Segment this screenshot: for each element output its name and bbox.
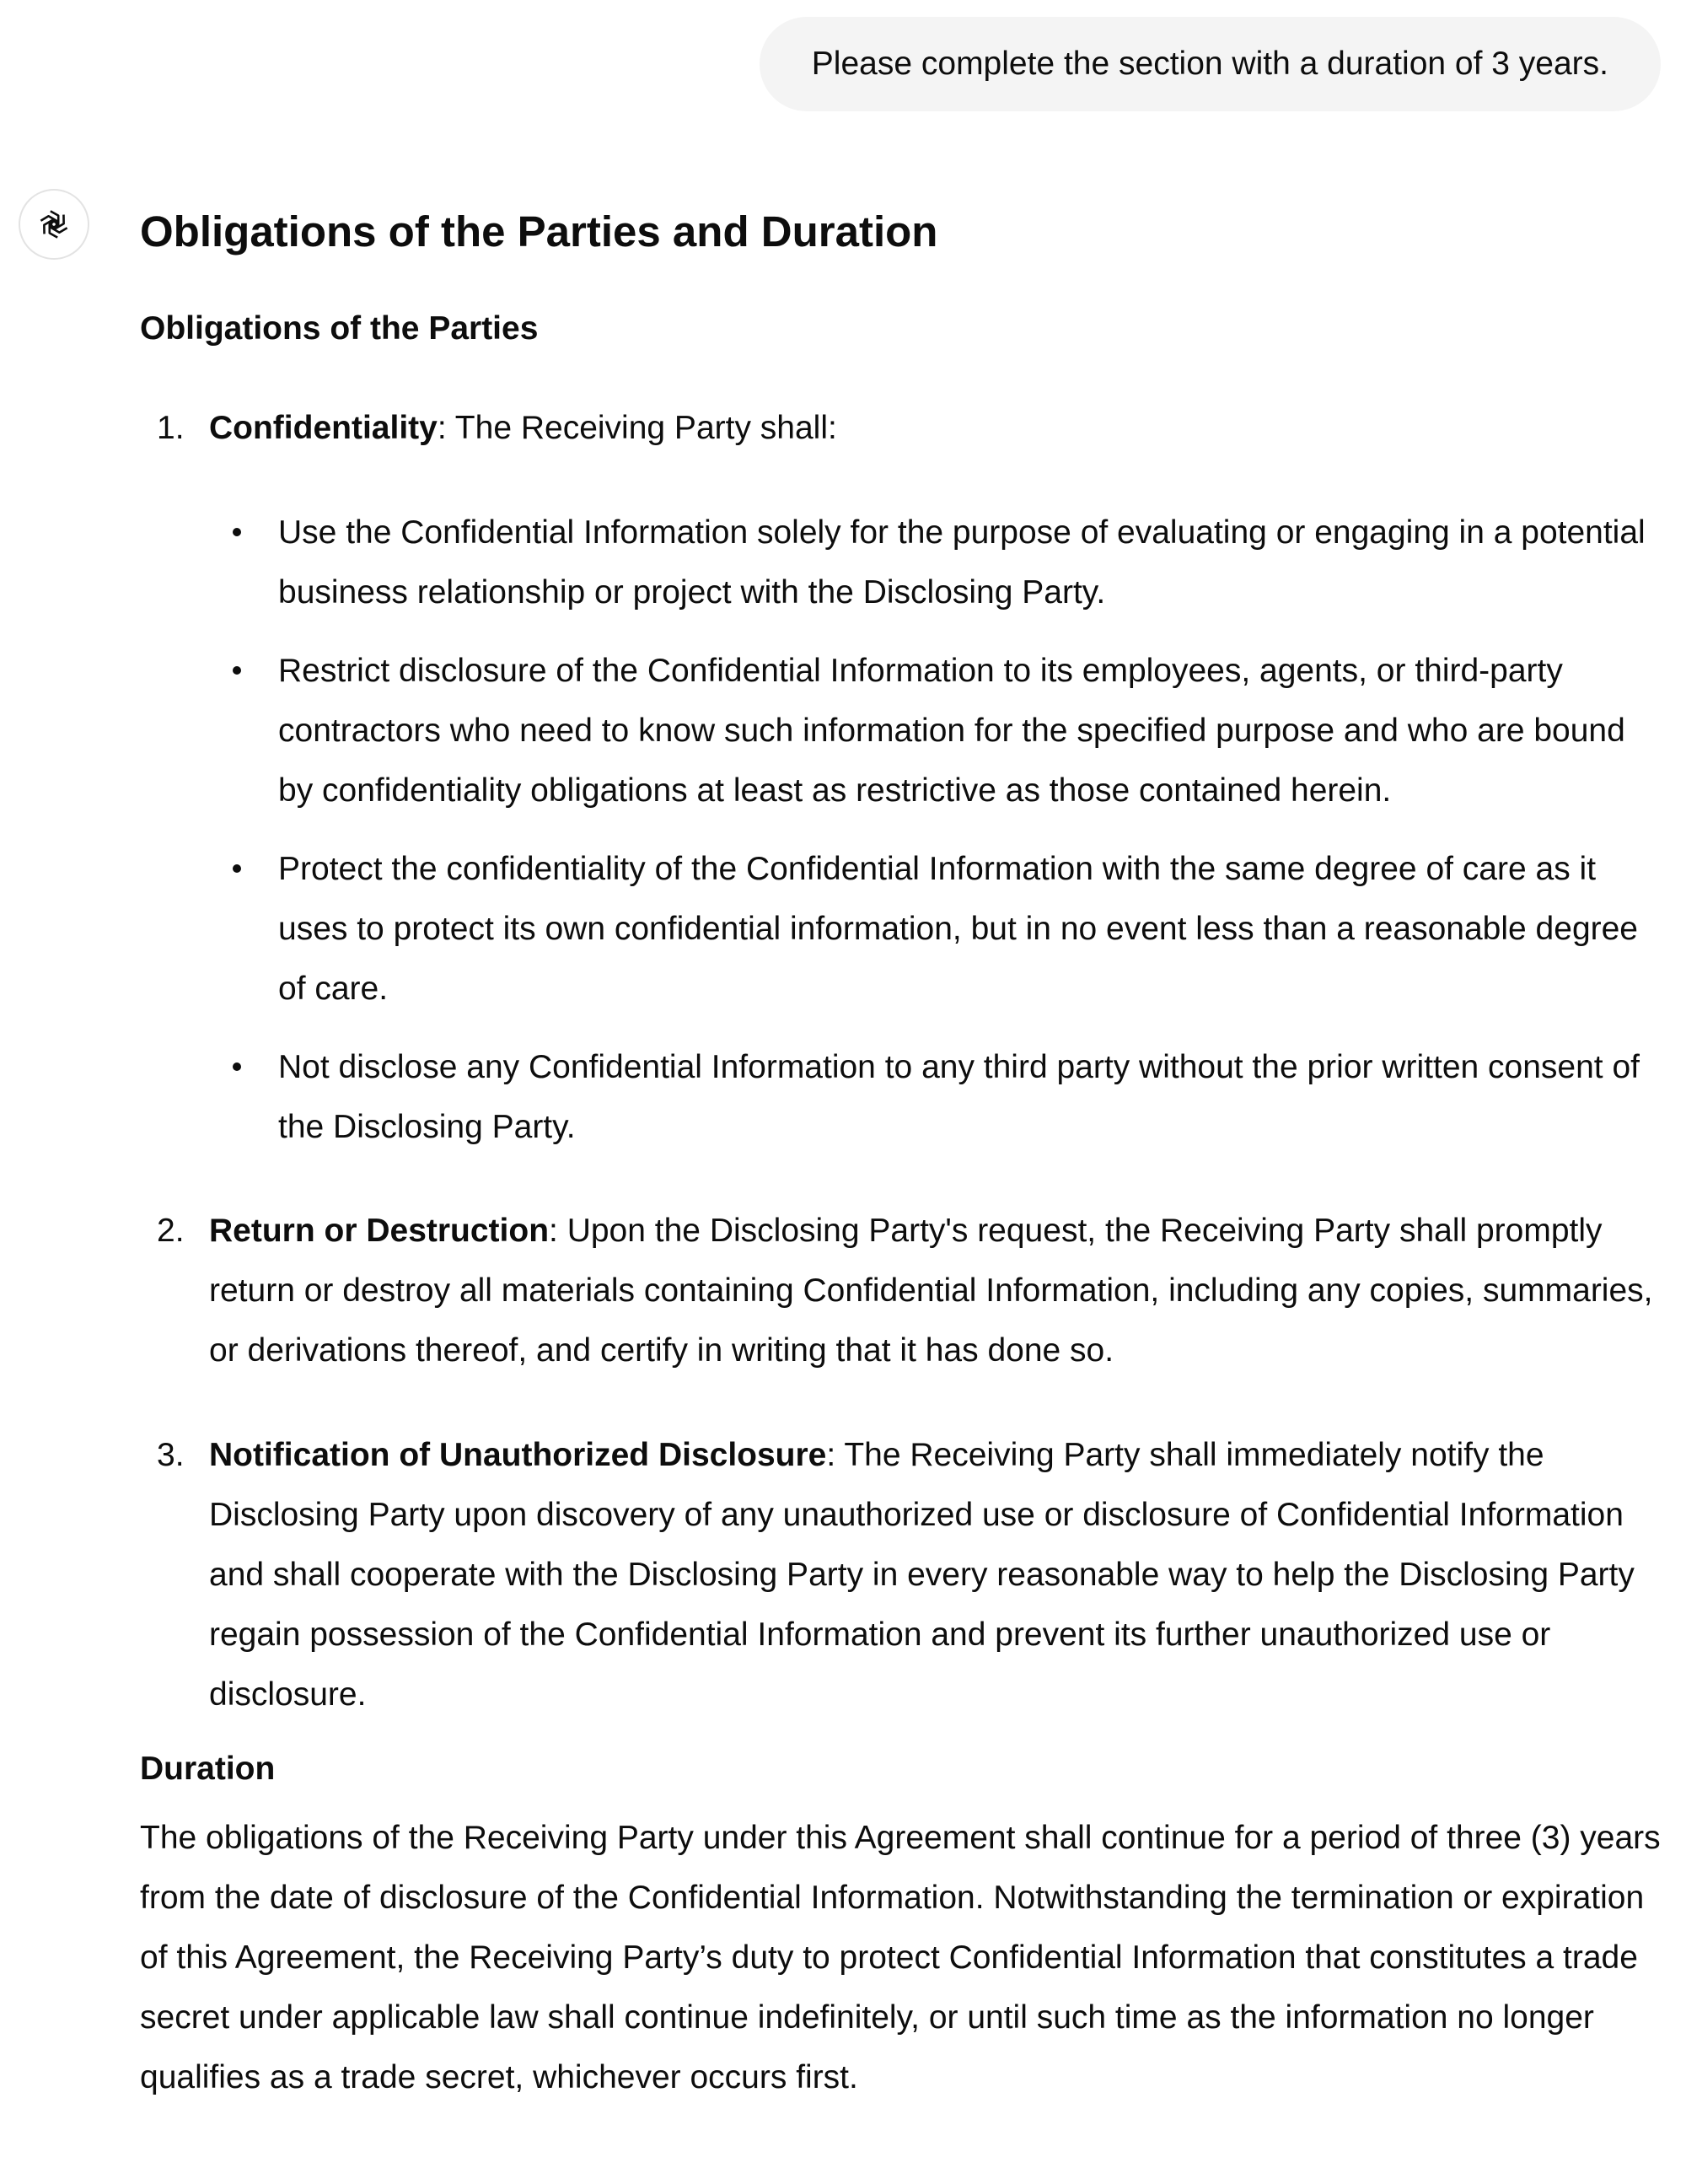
- list-number: 1.: [157, 410, 185, 446]
- list-term: Notification of Unauthorized Disclosure: [209, 1437, 827, 1473]
- bullet-text: Use the Confidential Information solely for the purpose of evaluating or engaging in a potential business relationship or project with the Disclosing Party.: [278, 514, 1646, 611]
- list-term: Return or Destruction: [209, 1213, 550, 1249]
- list-number: 2.: [157, 1213, 185, 1249]
- bullet-icon: [209, 1037, 260, 1097]
- bullet-text: Not disclose any Confidential Information to any third party without the prior written consent of the Disclosing Party.: [278, 1049, 1640, 1145]
- list-item-confidentiality: [140, 398, 1666, 458]
- bullet-item: [209, 641, 1666, 820]
- bullet-text: Restrict disclosure of the Confidential Information to its employees, agents, or third-party contractors who need to know such information for the specified purpose and who are bound by confidentiality obligations at least as restrictive as those contained herein.: [278, 653, 1625, 809]
- response-title: Obligations of the Parties and Duration: [140, 207, 938, 256]
- list-item-notification: [140, 1425, 1666, 1724]
- duration-heading: Duration: [140, 1751, 276, 1787]
- list-item-return-or-destruction: [140, 1201, 1666, 1380]
- list-text: : The Receiving Party shall:: [437, 410, 837, 446]
- openai-logo-icon: [33, 203, 75, 245]
- bullet-icon: [209, 503, 260, 562]
- bullet-icon: [209, 641, 260, 701]
- user-message-bubble: Please complete the section with a duration of 3 years.: [760, 17, 1661, 111]
- bullet-item: [209, 1037, 1666, 1157]
- bullet-item: [209, 503, 1666, 622]
- bullet-item: [209, 839, 1666, 1019]
- list-term: Confidentiality: [209, 410, 438, 446]
- list-number: 3.: [157, 1437, 185, 1473]
- assistant-avatar: [19, 189, 89, 260]
- duration-paragraph: The obligations of the Receiving Party under this Agreement shall continue for a period of three (3) years from the date of disclosure of the Confidential Information. Notwithstanding the termination or expiration of this Agreement, the Receiving Party’s duty to protect Confidential Information that constitutes a trade secret under applicable law shall continue indefinitely, or until such time as the information no longer qualifies as a trade secret, whichever occurs first.: [140, 1820, 1661, 2095]
- obligations-heading: Obligations of the Parties: [140, 310, 539, 347]
- list-text: : Upon the Disclosing Party's request, the Receiving Party shall promptly return or destroy all materials containing Confidential Information, including any copies, summaries, or derivations thereof, and certify in writing that it has done so.: [209, 1213, 1653, 1369]
- bullet-text: Protect the confidentiality of the Confidential Information with the same degree of care as it uses to protect its own confidential information, but in no event less than a reasonable degree of care.: [278, 851, 1638, 1007]
- bullet-icon: [209, 839, 260, 899]
- list-text: : The Receiving Party shall immediately notify the Disclosing Party upon discovery of any unauthorized use or disclosure of Confidential Information and shall cooperate with the Disclosing Party in every reasonable way to help the Disclosing Party regain possession of the Confidential Information and prevent its further unauthorized use or disclosure.: [209, 1437, 1635, 1713]
